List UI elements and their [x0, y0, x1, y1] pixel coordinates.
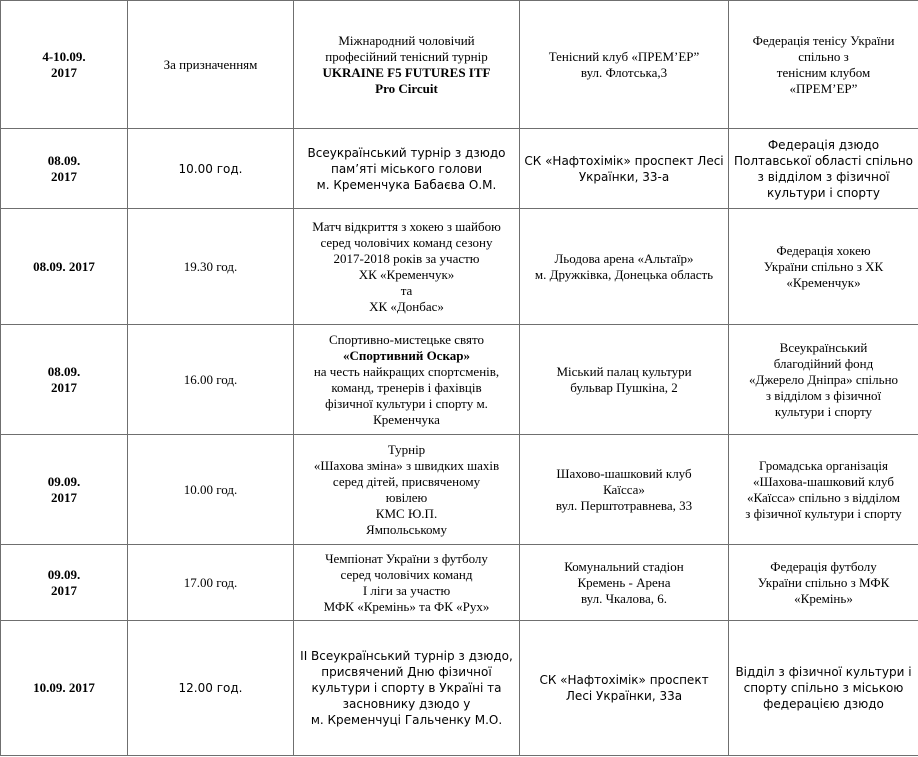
event-cell: Чемпіонат України з футболу серед чоловічих команд І ліги за участю МФК «Кремінь» та ФК «Рух» [294, 545, 520, 621]
table-row [1, 129, 918, 209]
time-cell: 17.00 год. [128, 545, 294, 621]
time-cell: 10.00 год. [128, 129, 294, 209]
time-cell: 16.00 год. [128, 325, 294, 435]
time-cell: 19.30 год. [128, 209, 294, 325]
time-cell: 12.00 год. [128, 621, 294, 756]
organizer-cell: Всеукраїнський благодійний фонд «Джерело Дніпра» спільно з відділом з фізичної культури і спорту [729, 325, 918, 435]
place-cell: Тенісний клуб «ПРЕМ’ЕР” вул. Флотська,3 [520, 1, 729, 129]
event-cell: ІІ Всеукраїнський турнір з дзюдо, присвячений Дню фізичної культури і спорту в Україні та засновнику дзюдо у м. Кременчуці Гальченку М.О. [294, 621, 520, 756]
place-cell: Льодова арена «Альтаїр» м. Дружківка, Донецька область [520, 209, 729, 325]
organizer-cell: Федерація хокею України спільно з ХК «Кременчук» [729, 209, 918, 325]
organizer-cell: Федерація дзюдо Полтавської області спільно з відділом з фізичної культури і спорту [729, 129, 918, 209]
organizer-cell: Громадська організація «Шахова-шашковий клуб «Каїсса» спільно з відділом з фізичної культури і спорту [729, 435, 918, 545]
date-cell: 09.09. 2017 [1, 545, 128, 621]
table-row [1, 545, 918, 621]
place-cell: СК «Нафтохімік» проспект Лесі Українки, 33а [520, 621, 729, 756]
event-cell: Всеукраїнський турнір з дзюдо пам’яті міського голови м. Кременчука Бабаєва О.М. [294, 129, 520, 209]
time-cell: За призначенням [128, 1, 294, 129]
date-cell: 08.09. 2017 [1, 209, 128, 325]
event-cell: Турнір «Шахова зміна» з швидких шахів серед дітей, присвяченому ювілею КМС Ю.П. Ямпольському [294, 435, 520, 545]
event-cell: Спортивно-мистецьке свято «Спортивний Оскар» на честь найкращих спортсменів, команд, тренерів і фахівців фізичної культури і спорту м. Кременчука [294, 325, 520, 435]
date-cell: 09.09. 2017 [1, 435, 128, 545]
organizer-cell: Федерація тенісу України спільно з тенісним клубом «ПРЕМ’ЕР” [729, 1, 918, 129]
place-cell: Шахово-шашковий клуб Каїсса» вул. Перштотравнева, 33 [520, 435, 729, 545]
date-cell: 4-10.09. 2017 [1, 1, 128, 129]
table-row [1, 435, 918, 545]
table-row [1, 325, 918, 435]
event-cell: Матч відкриття з хокею з шайбою серед чоловічих команд сезону 2017-2018 років за участю ХК «Кременчук» та ХК «Донбас» [294, 209, 520, 325]
table-row [1, 1, 918, 129]
date-cell: 08.09. 2017 [1, 325, 128, 435]
place-cell: Міський палац культури бульвар Пушкіна, 2 [520, 325, 729, 435]
event-cell: Міжнародний чоловічий професійний тенісний турнір UKRAINE F5 FUTURES ITF Pro Circuit [294, 1, 520, 129]
place-cell: Комунальний стадіон Кремень - Арена вул. Чкалова, 6. [520, 545, 729, 621]
table-row [1, 209, 918, 325]
place-cell: СК «Нафтохімік» проспект Лесі Українки, 33-а [520, 129, 729, 209]
time-cell: 10.00 год. [128, 435, 294, 545]
date-cell: 10.09. 2017 [1, 621, 128, 756]
table-row [1, 621, 918, 756]
organizer-cell: Відділ з фізичної культури і спорту спільно з міською федерацією дзюдо [729, 621, 918, 756]
date-cell: 08.09. 2017 [1, 129, 128, 209]
organizer-cell: Федерація футболу України спільно з МФК «Кремінь» [729, 545, 918, 621]
